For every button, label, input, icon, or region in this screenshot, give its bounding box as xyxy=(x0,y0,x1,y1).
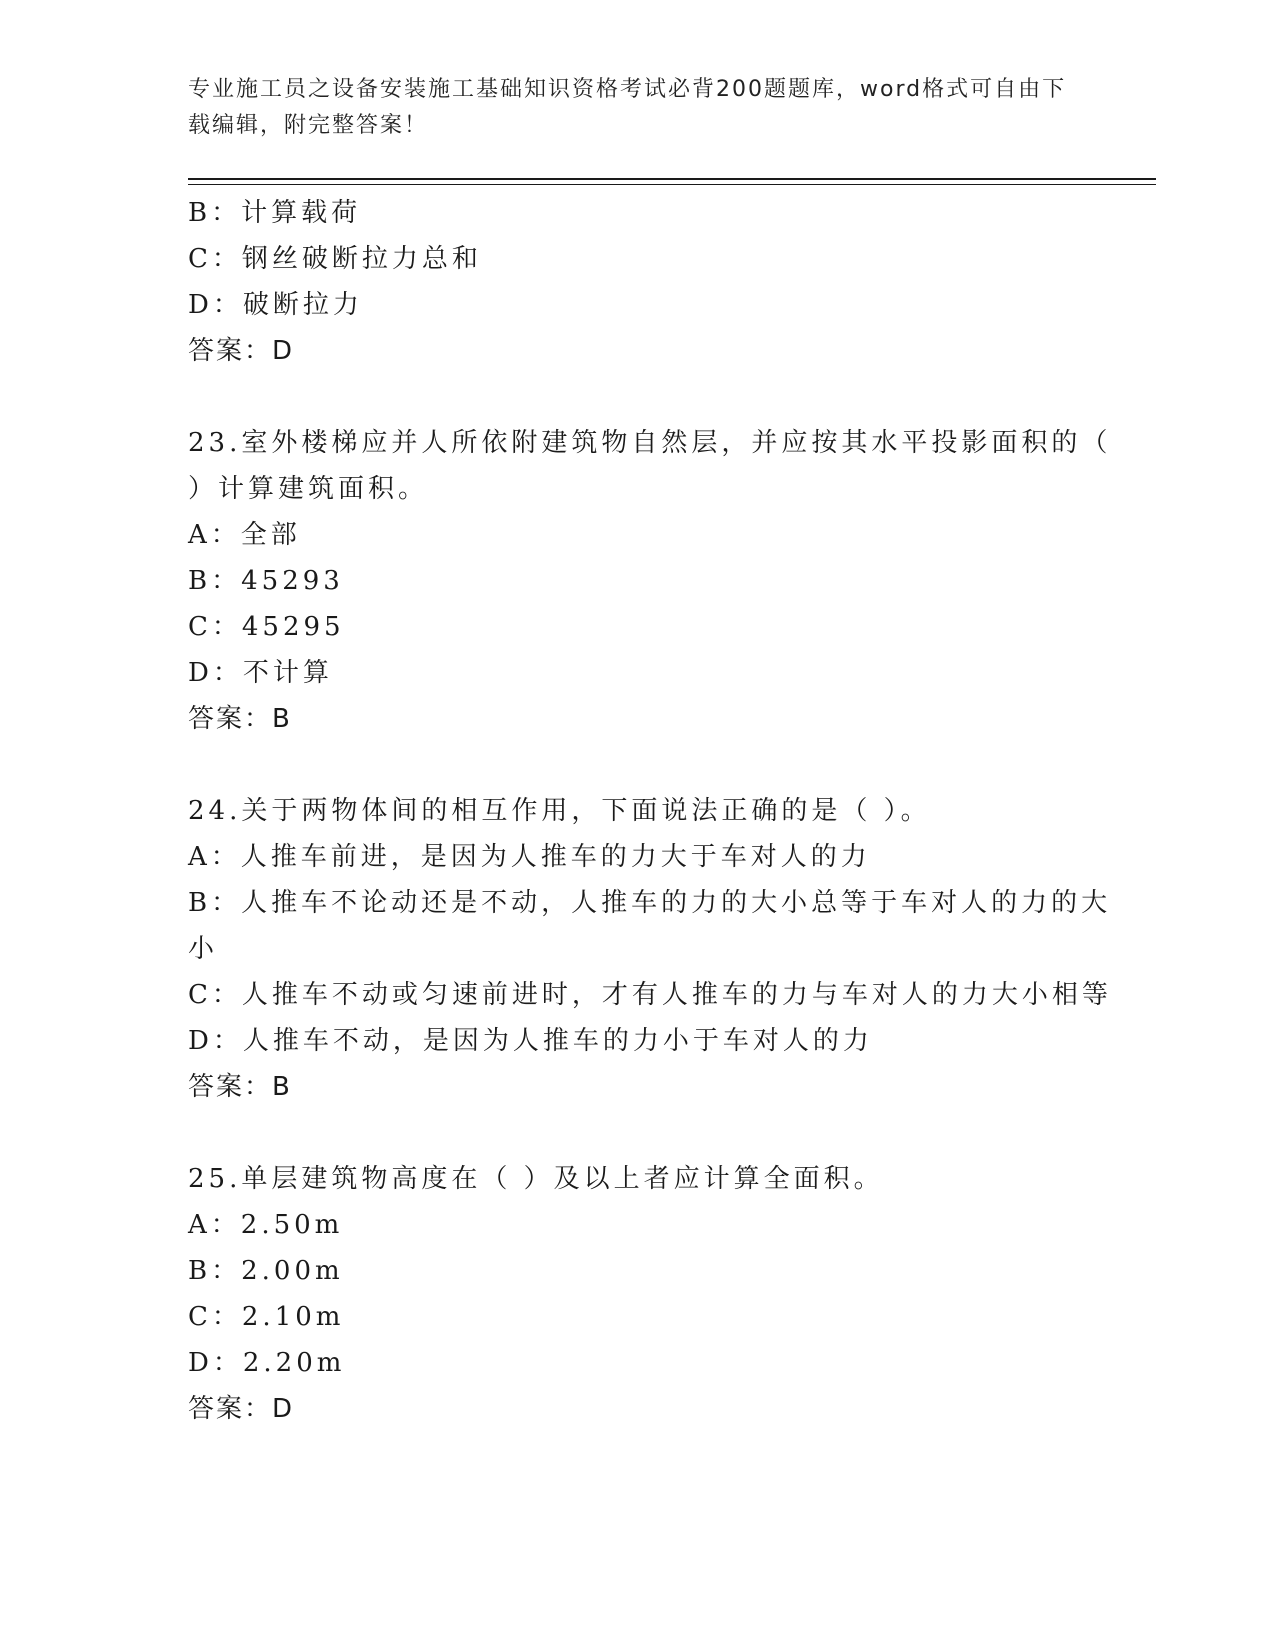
option-d: D：人推车不动，是因为人推车的力小于车对人的力 xyxy=(188,1026,873,1056)
question-23 xyxy=(188,420,1112,742)
answer: 答案：B xyxy=(188,704,292,734)
document-header: 专业施工员之设备安装施工基础知识资格考试必背200题题库，word格式可自由下载编辑，附完整答案！ xyxy=(188,77,1067,138)
option-c: C：钢丝破断拉力总和 xyxy=(188,244,482,274)
spacer xyxy=(188,374,1078,420)
option-a: A：全部 xyxy=(188,520,301,550)
header-divider-thick xyxy=(188,178,1156,180)
question-24 xyxy=(188,788,1112,1110)
option-a: A：2.50m xyxy=(188,1210,344,1240)
option-b-continued: 小 xyxy=(188,934,219,964)
option-c: C：人推车不动或匀速前进时，才有人推车的力与车对人的力大小相等 xyxy=(188,980,1112,1010)
question-stem: 24.关于两物体间的相互作用，下面说法正确的是（ ）。 xyxy=(188,796,931,826)
option-d: D：不计算 xyxy=(188,658,333,688)
option-c: C：2.10m xyxy=(188,1302,345,1332)
option-b: B：人推车不论动还是不动，人推车的力的大小总等于车对人的力的大 xyxy=(188,888,1112,918)
header-divider-thin xyxy=(188,184,1156,185)
question-content xyxy=(188,190,1112,1432)
option-d: D：破断拉力 xyxy=(188,290,363,320)
question-22-tail xyxy=(188,190,1078,374)
spacer xyxy=(188,742,1078,788)
option-b: B：计算载荷 xyxy=(188,198,362,228)
question-stem: 23.室外楼梯应并人所依附建筑物自然层，并应按其水平投影面积的（ xyxy=(188,428,1112,458)
spacer xyxy=(188,1110,1078,1156)
option-a: A：人推车前进，是因为人推车的力大于车对人的力 xyxy=(188,842,871,872)
option-b: B：45293 xyxy=(188,566,344,596)
answer: 答案：D xyxy=(188,1394,295,1424)
option-b: B：2.00m xyxy=(188,1256,344,1286)
question-stem: 25.单层建筑物高度在（ ）及以上者应计算全面积。 xyxy=(188,1164,884,1194)
option-d: D：2.20m xyxy=(188,1348,346,1378)
question-25 xyxy=(188,1156,1078,1432)
answer: 答案：D xyxy=(188,336,295,366)
answer: 答案：B xyxy=(188,1072,292,1102)
question-stem-continued: ）计算建筑面积。 xyxy=(188,474,429,504)
option-c: C：45295 xyxy=(188,612,345,642)
